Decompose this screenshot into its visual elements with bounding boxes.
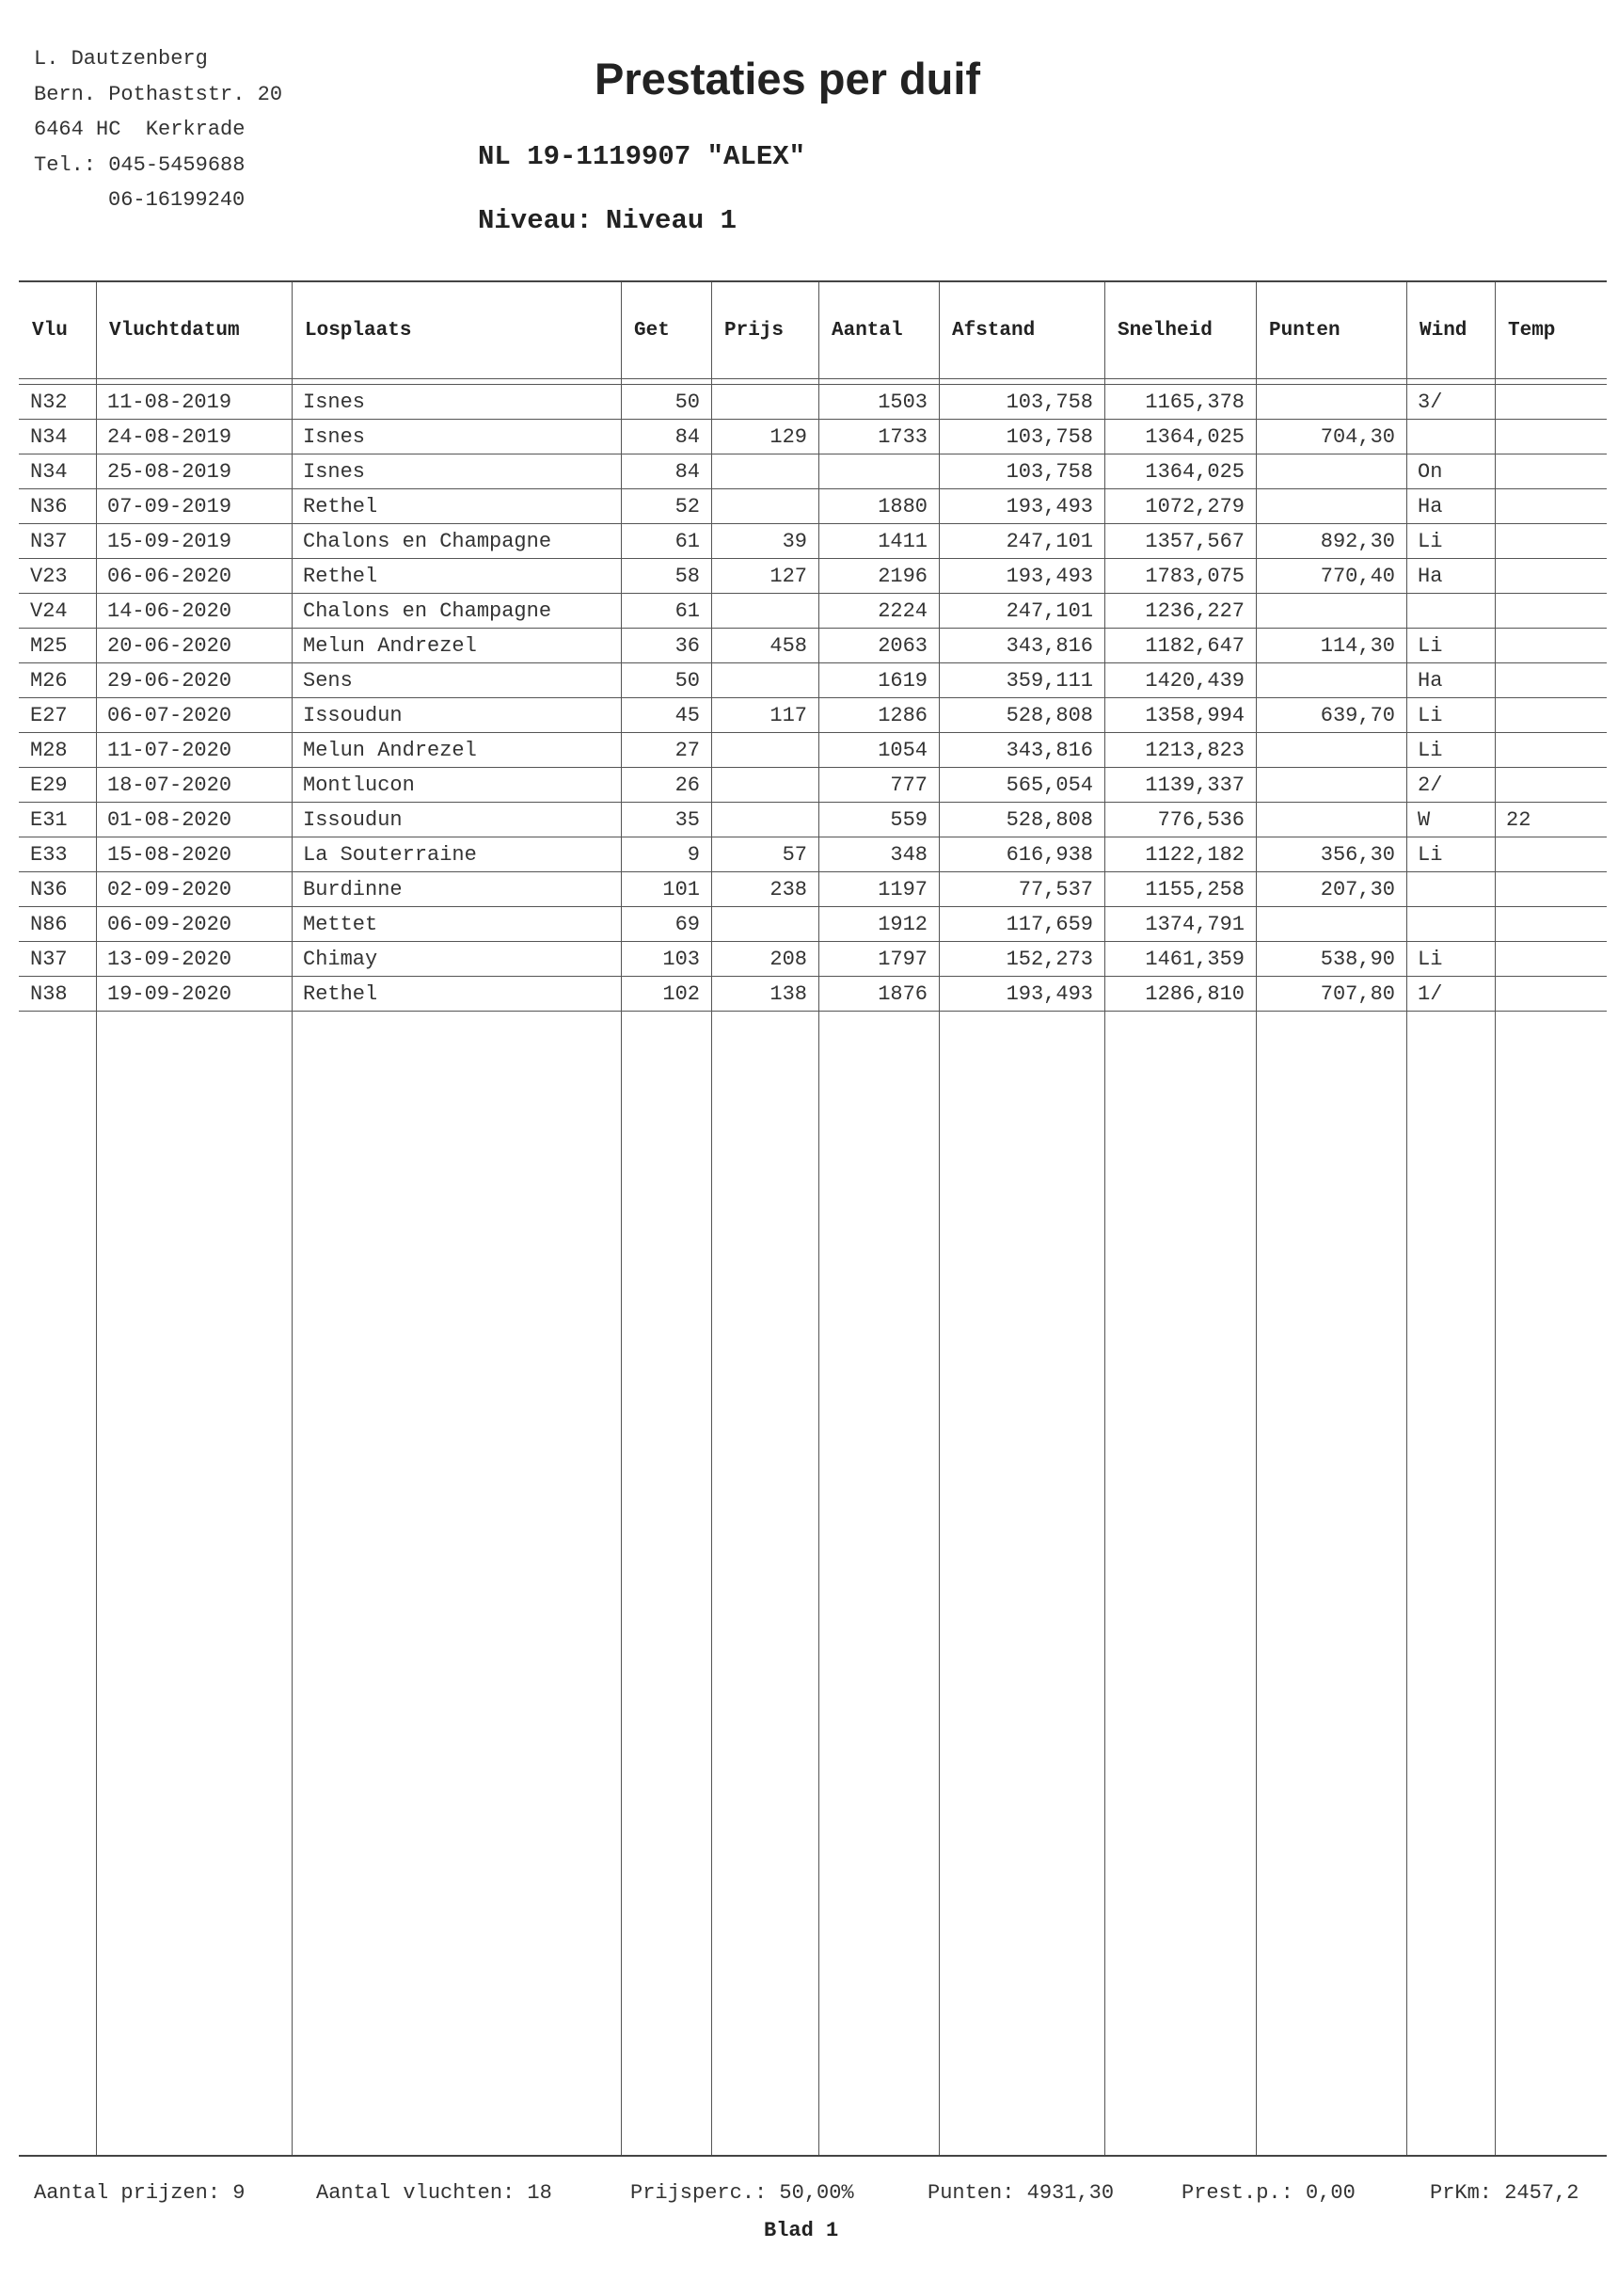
cell-temp <box>1495 733 1607 768</box>
cell-prijs: 39 <box>711 524 818 559</box>
table-row <box>19 837 1607 872</box>
cell-date: 14-06-2020 <box>96 594 292 629</box>
cell-losplaats: Isnes <box>292 454 621 489</box>
cell-wind: 3/ <box>1406 385 1495 420</box>
cell-prijs: 57 <box>711 837 818 872</box>
cell-aantal: 1876 <box>818 977 939 1012</box>
cell-punten: 704,30 <box>1256 420 1406 454</box>
cell-afstand: 247,101 <box>939 594 1104 629</box>
cell-punten <box>1256 768 1406 803</box>
cell-aantal: 1503 <box>818 385 939 420</box>
cell-snelheid: 1364,025 <box>1104 454 1256 489</box>
cell-temp <box>1495 872 1607 907</box>
cell-get: 61 <box>621 594 711 629</box>
table-body <box>19 379 1607 1012</box>
column-divider <box>1104 282 1105 2155</box>
table-row <box>19 942 1607 977</box>
col-header-temp: Temp <box>1495 282 1607 379</box>
cell-wind: Ha <box>1406 663 1495 698</box>
cell-afstand: 152,273 <box>939 942 1104 977</box>
level-label: Niveau: <box>478 205 593 236</box>
cell-aantal: 2063 <box>818 629 939 663</box>
cell-get: 84 <box>621 420 711 454</box>
cell-punten <box>1256 803 1406 837</box>
cell-vlu: V23 <box>19 559 96 594</box>
cell-wind <box>1406 594 1495 629</box>
cell-afstand: 528,808 <box>939 698 1104 733</box>
cell-date: 07-09-2019 <box>96 489 292 524</box>
cell-aantal: 2196 <box>818 559 939 594</box>
cell-wind <box>1406 420 1495 454</box>
cell-wind: Li <box>1406 733 1495 768</box>
cell-snelheid: 1461,359 <box>1104 942 1256 977</box>
cell-get: 61 <box>621 524 711 559</box>
cell-afstand: 193,493 <box>939 559 1104 594</box>
table-row <box>19 698 1607 733</box>
col-header-snelheid: Snelheid <box>1104 282 1256 379</box>
cell-aantal: 1411 <box>818 524 939 559</box>
cell-aantal: 1619 <box>818 663 939 698</box>
cell-prijs: 238 <box>711 872 818 907</box>
cell-snelheid: 1165,378 <box>1104 385 1256 420</box>
cell-afstand: 247,101 <box>939 524 1104 559</box>
cell-wind: 2/ <box>1406 768 1495 803</box>
cell-afstand: 616,938 <box>939 837 1104 872</box>
cell-temp <box>1495 629 1607 663</box>
cell-aantal: 777 <box>818 768 939 803</box>
column-divider <box>939 282 940 2155</box>
cell-aantal: 1286 <box>818 698 939 733</box>
cell-vlu: M26 <box>19 663 96 698</box>
cell-get: 58 <box>621 559 711 594</box>
col-header-get: Get <box>621 282 711 379</box>
cell-prijs: 117 <box>711 698 818 733</box>
cell-vlu: E27 <box>19 698 96 733</box>
cell-aantal: 1733 <box>818 420 939 454</box>
cell-punten <box>1256 907 1406 942</box>
cell-temp <box>1495 698 1607 733</box>
cell-afstand: 528,808 <box>939 803 1104 837</box>
cell-prijs: 458 <box>711 629 818 663</box>
cell-aantal <box>818 454 939 489</box>
cell-afstand: 103,758 <box>939 420 1104 454</box>
cell-prijs <box>711 768 818 803</box>
cell-prijs: 208 <box>711 942 818 977</box>
cell-date: 06-06-2020 <box>96 559 292 594</box>
cell-prijs: 138 <box>711 977 818 1012</box>
cell-losplaats: Chimay <box>292 942 621 977</box>
table-row <box>19 803 1607 837</box>
cell-date: 20-06-2020 <box>96 629 292 663</box>
cell-temp <box>1495 524 1607 559</box>
sender-name: L. Dautzenberg <box>34 47 208 71</box>
sender-street: Bern. Pothaststr. 20 <box>34 82 283 106</box>
table-row <box>19 454 1607 489</box>
cell-losplaats: Issoudun <box>292 803 621 837</box>
table-row <box>19 524 1607 559</box>
sender-city: 6464 HC Kerkrade <box>34 118 246 141</box>
cell-wind: Ha <box>1406 489 1495 524</box>
cell-aantal: 559 <box>818 803 939 837</box>
cell-prijs <box>711 733 818 768</box>
cell-date: 13-09-2020 <box>96 942 292 977</box>
summary-prize-percentage: Prijsperc.: 50,00% <box>630 2181 854 2205</box>
table-row <box>19 489 1607 524</box>
cell-date: 25-08-2019 <box>96 454 292 489</box>
cell-get: 50 <box>621 663 711 698</box>
cell-vlu: M28 <box>19 733 96 768</box>
cell-snelheid: 776,536 <box>1104 803 1256 837</box>
cell-afstand: 77,537 <box>939 872 1104 907</box>
summary-prkm: PrKm: 2457,2 <box>1430 2181 1579 2205</box>
cell-afstand: 193,493 <box>939 489 1104 524</box>
cell-date: 01-08-2020 <box>96 803 292 837</box>
cell-afstand: 103,758 <box>939 454 1104 489</box>
cell-afstand: 193,493 <box>939 977 1104 1012</box>
cell-snelheid: 1374,791 <box>1104 907 1256 942</box>
table-row <box>19 663 1607 698</box>
cell-losplaats: Melun Andrezel <box>292 733 621 768</box>
cell-aantal: 1054 <box>818 733 939 768</box>
cell-date: 29-06-2020 <box>96 663 292 698</box>
cell-losplaats: Montlucon <box>292 768 621 803</box>
cell-afstand: 565,054 <box>939 768 1104 803</box>
cell-prijs: 127 <box>711 559 818 594</box>
cell-punten <box>1256 733 1406 768</box>
cell-losplaats: Melun Andrezel <box>292 629 621 663</box>
results-table-frame <box>19 280 1607 2157</box>
cell-punten <box>1256 594 1406 629</box>
cell-snelheid: 1072,279 <box>1104 489 1256 524</box>
cell-date: 06-07-2020 <box>96 698 292 733</box>
cell-get: 84 <box>621 454 711 489</box>
cell-vlu: N32 <box>19 385 96 420</box>
cell-losplaats: Chalons en Champagne <box>292 524 621 559</box>
col-header-losplaats: Losplaats <box>292 282 621 379</box>
cell-punten <box>1256 454 1406 489</box>
cell-losplaats: Isnes <box>292 385 621 420</box>
cell-aantal: 1197 <box>818 872 939 907</box>
col-header-wind: Wind <box>1406 282 1495 379</box>
column-divider <box>96 282 97 2155</box>
cell-punten <box>1256 663 1406 698</box>
cell-date: 06-09-2020 <box>96 907 292 942</box>
cell-temp <box>1495 454 1607 489</box>
table-row <box>19 629 1607 663</box>
cell-prijs <box>711 454 818 489</box>
cell-date: 15-09-2019 <box>96 524 292 559</box>
summary-flights: Aantal vluchten: 18 <box>316 2181 552 2205</box>
column-divider <box>292 282 293 2155</box>
header-row <box>19 282 1607 379</box>
cell-losplaats: Isnes <box>292 420 621 454</box>
cell-vlu: E29 <box>19 768 96 803</box>
cell-temp <box>1495 977 1607 1012</box>
cell-get: 26 <box>621 768 711 803</box>
cell-losplaats: La Souterraine <box>292 837 621 872</box>
cell-afstand: 359,111 <box>939 663 1104 698</box>
cell-aantal: 348 <box>818 837 939 872</box>
cell-get: 101 <box>621 872 711 907</box>
table-row <box>19 559 1607 594</box>
cell-date: 02-09-2020 <box>96 872 292 907</box>
cell-snelheid: 1358,994 <box>1104 698 1256 733</box>
cell-wind: Ha <box>1406 559 1495 594</box>
cell-get: 102 <box>621 977 711 1012</box>
cell-date: 19-09-2020 <box>96 977 292 1012</box>
cell-temp <box>1495 837 1607 872</box>
cell-get: 35 <box>621 803 711 837</box>
col-header-punten: Punten <box>1256 282 1406 379</box>
cell-vlu: N86 <box>19 907 96 942</box>
cell-vlu: N36 <box>19 872 96 907</box>
cell-wind: On <box>1406 454 1495 489</box>
cell-punten: 207,30 <box>1256 872 1406 907</box>
cell-punten: 639,70 <box>1256 698 1406 733</box>
cell-punten: 770,40 <box>1256 559 1406 594</box>
cell-date: 11-08-2019 <box>96 385 292 420</box>
cell-get: 45 <box>621 698 711 733</box>
table-row <box>19 768 1607 803</box>
cell-date: 15-08-2020 <box>96 837 292 872</box>
cell-aantal: 1797 <box>818 942 939 977</box>
page-number: Blad 1 <box>764 2219 839 2242</box>
col-header-prijs: Prijs <box>711 282 818 379</box>
cell-vlu: E33 <box>19 837 96 872</box>
cell-losplaats: Rethel <box>292 559 621 594</box>
cell-losplaats: Burdinne <box>292 872 621 907</box>
cell-temp <box>1495 559 1607 594</box>
column-divider <box>621 282 622 2155</box>
cell-snelheid: 1783,075 <box>1104 559 1256 594</box>
cell-date: 11-07-2020 <box>96 733 292 768</box>
cell-vlu: V24 <box>19 594 96 629</box>
cell-vlu: N38 <box>19 977 96 1012</box>
column-divider <box>711 282 712 2155</box>
cell-date: 18-07-2020 <box>96 768 292 803</box>
cell-vlu: M25 <box>19 629 96 663</box>
cell-wind: Li <box>1406 698 1495 733</box>
cell-wind <box>1406 872 1495 907</box>
cell-aantal: 1912 <box>818 907 939 942</box>
cell-temp <box>1495 420 1607 454</box>
cell-snelheid: 1213,823 <box>1104 733 1256 768</box>
cell-prijs: 129 <box>711 420 818 454</box>
cell-prijs <box>711 907 818 942</box>
table-row <box>19 977 1607 1012</box>
cell-losplaats: Sens <box>292 663 621 698</box>
cell-vlu: N37 <box>19 942 96 977</box>
cell-punten: 538,90 <box>1256 942 1406 977</box>
pigeon-id: NL 19-1119907 "ALEX" <box>478 141 806 172</box>
cell-date: 24-08-2019 <box>96 420 292 454</box>
cell-get: 50 <box>621 385 711 420</box>
cell-losplaats: Rethel <box>292 977 621 1012</box>
cell-temp <box>1495 768 1607 803</box>
column-divider <box>1495 282 1496 2155</box>
cell-vlu: N34 <box>19 454 96 489</box>
cell-wind: W <box>1406 803 1495 837</box>
cell-losplaats: Mettet <box>292 907 621 942</box>
summary-points: Punten: 4931,30 <box>928 2181 1115 2205</box>
cell-temp: 22 <box>1495 803 1607 837</box>
cell-get: 52 <box>621 489 711 524</box>
col-header-vlu: Vlu <box>19 282 96 379</box>
cell-wind: Li <box>1406 942 1495 977</box>
cell-punten <box>1256 385 1406 420</box>
cell-wind: Li <box>1406 837 1495 872</box>
cell-snelheid: 1357,567 <box>1104 524 1256 559</box>
column-divider <box>818 282 819 2155</box>
cell-snelheid: 1286,810 <box>1104 977 1256 1012</box>
cell-punten: 892,30 <box>1256 524 1406 559</box>
cell-temp <box>1495 594 1607 629</box>
cell-get: 9 <box>621 837 711 872</box>
column-divider <box>1406 282 1407 2155</box>
cell-losplaats: Issoudun <box>292 698 621 733</box>
table-row <box>19 594 1607 629</box>
sender-address <box>34 41 282 218</box>
cell-wind: 1/ <box>1406 977 1495 1012</box>
cell-snelheid: 1182,647 <box>1104 629 1256 663</box>
cell-punten <box>1256 489 1406 524</box>
table-row <box>19 385 1607 420</box>
table-row <box>19 420 1607 454</box>
column-divider <box>1256 282 1257 2155</box>
cell-vlu: N36 <box>19 489 96 524</box>
cell-vlu: N37 <box>19 524 96 559</box>
cell-vlu: N34 <box>19 420 96 454</box>
cell-prijs <box>711 489 818 524</box>
cell-prijs <box>711 594 818 629</box>
summary-prest: Prest.p.: 0,00 <box>1182 2181 1356 2205</box>
cell-temp <box>1495 385 1607 420</box>
cell-temp <box>1495 489 1607 524</box>
cell-get: 27 <box>621 733 711 768</box>
cell-temp <box>1495 663 1607 698</box>
cell-punten: 356,30 <box>1256 837 1406 872</box>
level-line <box>478 205 750 236</box>
cell-punten: 114,30 <box>1256 629 1406 663</box>
cell-get: 103 <box>621 942 711 977</box>
col-header-afstand: Afstand <box>939 282 1104 379</box>
cell-vlu: E31 <box>19 803 96 837</box>
cell-temp <box>1495 907 1607 942</box>
summary-prizes: Aantal prijzen: 9 <box>34 2181 246 2205</box>
cell-afstand: 343,816 <box>939 629 1104 663</box>
sender-mobile: 06-16199240 <box>108 188 246 212</box>
results-table <box>19 282 1607 1012</box>
cell-prijs <box>711 803 818 837</box>
cell-prijs <box>711 663 818 698</box>
cell-snelheid: 1236,227 <box>1104 594 1256 629</box>
page-title: Prestaties per duif <box>595 54 981 104</box>
cell-get: 36 <box>621 629 711 663</box>
cell-snelheid: 1155,258 <box>1104 872 1256 907</box>
cell-wind <box>1406 907 1495 942</box>
cell-snelheid: 1420,439 <box>1104 663 1256 698</box>
cell-snelheid: 1122,182 <box>1104 837 1256 872</box>
cell-snelheid: 1364,025 <box>1104 420 1256 454</box>
col-header-vluchtdatum: Vluchtdatum <box>96 282 292 379</box>
cell-get: 69 <box>621 907 711 942</box>
sender-phone: Tel.: 045-5459688 <box>34 152 246 177</box>
cell-snelheid: 1139,337 <box>1104 768 1256 803</box>
cell-aantal: 1880 <box>818 489 939 524</box>
cell-afstand: 343,816 <box>939 733 1104 768</box>
cell-temp <box>1495 942 1607 977</box>
table-row <box>19 872 1607 907</box>
cell-aantal: 2224 <box>818 594 939 629</box>
cell-wind: Li <box>1406 629 1495 663</box>
cell-afstand: 117,659 <box>939 907 1104 942</box>
table-row <box>19 907 1607 942</box>
level-value: Niveau 1 <box>605 205 738 236</box>
cell-afstand: 103,758 <box>939 385 1104 420</box>
cell-punten: 707,80 <box>1256 977 1406 1012</box>
cell-prijs <box>711 385 818 420</box>
cell-wind: Li <box>1406 524 1495 559</box>
table-row <box>19 733 1607 768</box>
col-header-aantal: Aantal <box>818 282 939 379</box>
cell-losplaats: Chalons en Champagne <box>292 594 621 629</box>
cell-losplaats: Rethel <box>292 489 621 524</box>
